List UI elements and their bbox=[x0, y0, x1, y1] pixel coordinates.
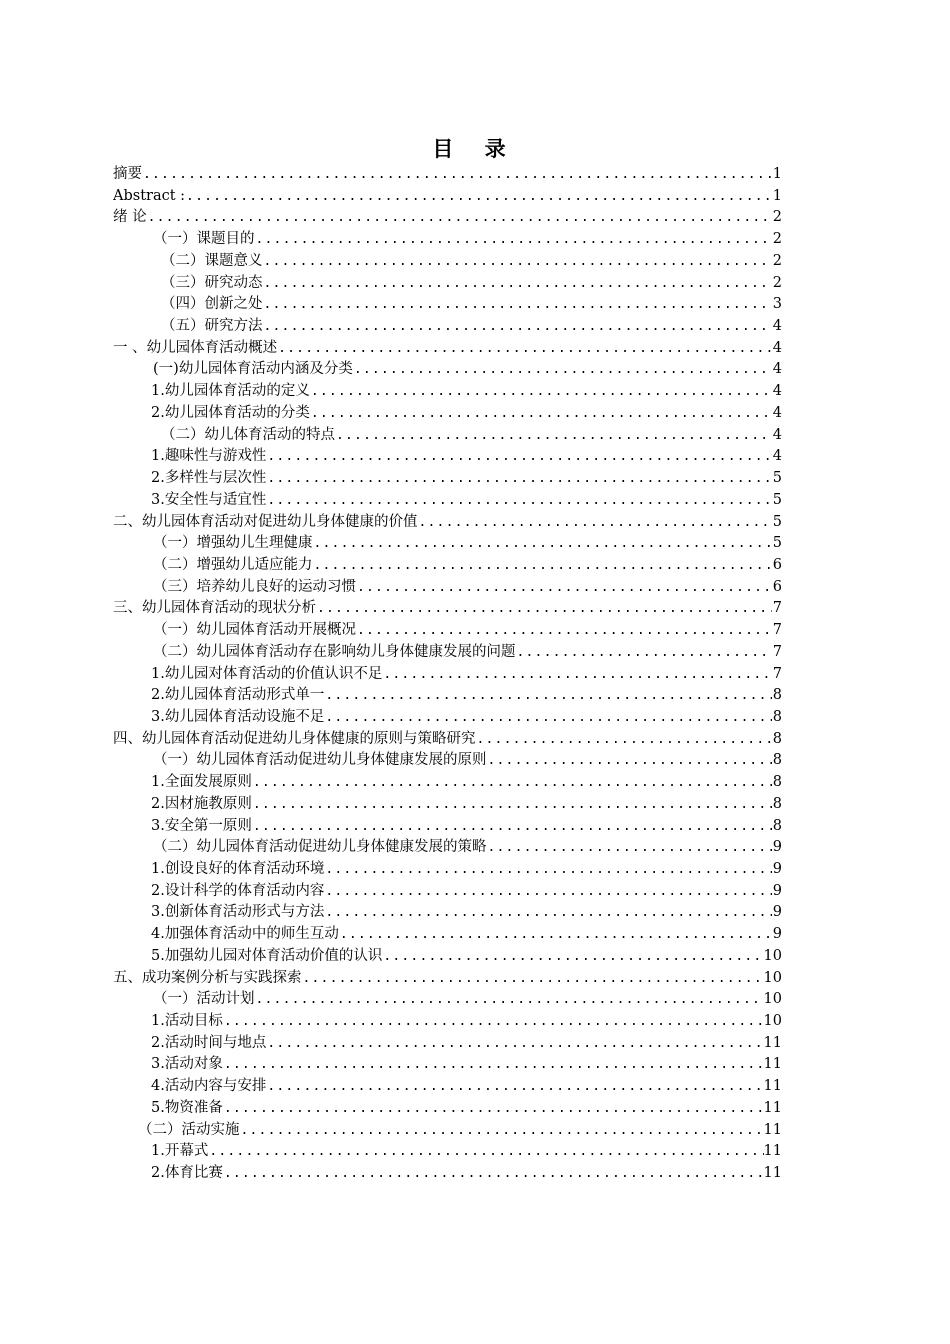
toc-entry-title: （二）课题意义 bbox=[161, 252, 263, 269]
toc-dot-leader bbox=[263, 273, 773, 295]
toc-entry-title: （二）幼儿园体育活动存在影响幼儿身体健康发展的问题 bbox=[153, 643, 516, 660]
toc-entry[interactable] bbox=[113, 685, 782, 707]
toc-page-number: 5 bbox=[772, 470, 782, 487]
page-title: 目 录 bbox=[432, 137, 518, 161]
toc-entry-title: （三）研究动态 bbox=[161, 274, 263, 291]
toc-entry[interactable] bbox=[113, 881, 782, 903]
toc-dot-leader bbox=[263, 316, 773, 338]
toc-page-number: 2 bbox=[772, 274, 782, 291]
toc-entry[interactable] bbox=[113, 490, 782, 512]
toc-page-number: 3 bbox=[772, 296, 782, 313]
toc-dot-leader bbox=[316, 598, 772, 620]
toc-entry-title: 2.体育比赛 bbox=[151, 1165, 223, 1182]
toc-dot-leader bbox=[263, 251, 773, 273]
toc-page-number: 10 bbox=[763, 1013, 782, 1030]
toc-entry[interactable] bbox=[113, 989, 782, 1011]
toc-entry-title: （三）培养幼儿良好的运动习惯 bbox=[153, 578, 356, 595]
toc-entry-title: 1.开幕式 bbox=[151, 1143, 209, 1160]
toc-page-number: 8 bbox=[772, 752, 782, 769]
toc-entry[interactable] bbox=[113, 1098, 782, 1120]
toc-entry-title: 2.幼儿园体育活动的分类 bbox=[151, 404, 310, 421]
toc-page-number: 9 bbox=[772, 839, 782, 856]
toc-entry[interactable] bbox=[113, 946, 782, 968]
toc-dot-leader bbox=[255, 989, 764, 1011]
toc-dot-leader bbox=[324, 685, 772, 707]
toc-entry[interactable] bbox=[113, 1141, 782, 1163]
toc-dot-leader bbox=[277, 338, 772, 360]
toc-entry-title: 4.活动内容与安排 bbox=[151, 1078, 267, 1095]
toc-entry-title: 2.因材施教原则 bbox=[151, 795, 252, 812]
toc-page-number: 2 bbox=[772, 252, 782, 269]
toc-page-number: 7 bbox=[772, 600, 782, 617]
toc-entry-title: 2.设计科学的体育活动内容 bbox=[151, 882, 325, 899]
toc-entry-title: 3.幼儿园体育活动设施不足 bbox=[151, 708, 325, 725]
toc-page-number: 11 bbox=[763, 1034, 782, 1051]
toc-dot-leader bbox=[142, 164, 772, 186]
toc-dot-leader bbox=[516, 642, 773, 664]
toc-entry-title: Abstract : bbox=[113, 187, 186, 204]
toc-entry[interactable] bbox=[113, 642, 782, 664]
toc-page-number: 5 bbox=[772, 535, 782, 552]
toc-dot-leader bbox=[266, 1033, 763, 1055]
toc-entry[interactable] bbox=[113, 816, 782, 838]
toc-entry[interactable] bbox=[113, 1076, 782, 1098]
toc-dot-leader bbox=[324, 881, 772, 903]
toc-dot-leader bbox=[223, 1054, 764, 1076]
toc-entry-title: 3.活动对象 bbox=[151, 1056, 223, 1073]
toc-page-number: 10 bbox=[763, 947, 782, 964]
toc-dot-leader bbox=[356, 577, 772, 599]
toc-entry[interactable] bbox=[113, 273, 782, 295]
toc-page-number: 5 bbox=[772, 513, 782, 530]
toc-entry[interactable] bbox=[113, 316, 782, 338]
toc-dot-leader bbox=[487, 837, 773, 859]
toc-page-number: 11 bbox=[763, 1099, 782, 1116]
toc-entry-title: 1.幼儿园对体育活动的价值认识不足 bbox=[151, 665, 383, 682]
toc-entry-title: 四、幼儿园体育活动促进幼儿身体健康的原则与策略研究 bbox=[113, 730, 476, 747]
toc-entry[interactable] bbox=[113, 598, 782, 620]
toc-entry[interactable] bbox=[113, 468, 782, 490]
toc-entry-title: 2.幼儿园体育活动形式单一 bbox=[151, 687, 325, 704]
toc-entry[interactable] bbox=[113, 338, 782, 360]
toc-entry[interactable] bbox=[113, 186, 782, 208]
toc-page-number: 10 bbox=[763, 969, 782, 986]
toc-page-number: 8 bbox=[772, 774, 782, 791]
toc-entry-title: 1.幼儿园体育活动的定义 bbox=[151, 383, 310, 400]
toc-entry-title: （二）幼儿体育活动的特点 bbox=[161, 426, 335, 443]
toc-entry-title: 五、成功案例分析与实践探索 bbox=[113, 969, 302, 986]
table-of-contents bbox=[113, 164, 782, 1185]
toc-entry[interactable] bbox=[113, 403, 782, 425]
toc-entry[interactable] bbox=[113, 794, 782, 816]
toc-page-number: 8 bbox=[772, 817, 782, 834]
toc-page-number: 2 bbox=[772, 209, 782, 226]
toc-page-number: 11 bbox=[763, 1121, 782, 1138]
toc-dot-leader bbox=[324, 902, 772, 924]
toc-entry[interactable] bbox=[113, 1011, 782, 1033]
toc-page-number: 9 bbox=[772, 904, 782, 921]
toc-page-number: 6 bbox=[772, 578, 782, 595]
toc-page-number: 11 bbox=[763, 1056, 782, 1073]
toc-page-number: 4 bbox=[772, 426, 782, 443]
toc-dot-leader bbox=[310, 381, 772, 403]
toc-entry[interactable] bbox=[113, 1120, 782, 1142]
toc-page-number: 7 bbox=[772, 622, 782, 639]
toc-page-number: 6 bbox=[772, 556, 782, 573]
toc-page-number: 10 bbox=[763, 991, 782, 1008]
toc-page-number: 4 bbox=[772, 361, 782, 378]
toc-dot-leader bbox=[266, 1076, 763, 1098]
toc-dot-leader bbox=[266, 490, 772, 512]
toc-page-number: 4 bbox=[772, 404, 782, 421]
toc-dot-leader bbox=[252, 816, 772, 838]
toc-entry[interactable] bbox=[113, 381, 782, 403]
toc-entry-title: （一）活动计划 bbox=[153, 991, 255, 1008]
toc-entry-title: （一）增强幼儿生理健康 bbox=[153, 535, 313, 552]
toc-page-number: 11 bbox=[763, 1143, 782, 1160]
toc-page-number: 4 bbox=[772, 448, 782, 465]
toc-dot-leader bbox=[382, 946, 763, 968]
toc-dot-leader bbox=[302, 968, 764, 990]
toc-entry[interactable] bbox=[113, 837, 782, 859]
toc-entry-title: 4.加强体育活动中的师生互动 bbox=[151, 926, 339, 943]
toc-entry-title: （一）幼儿园体育活动开展概况 bbox=[153, 622, 356, 639]
toc-dot-leader bbox=[255, 229, 773, 251]
toc-dot-leader bbox=[356, 620, 772, 642]
toc-dot-leader bbox=[240, 1120, 764, 1142]
toc-entry[interactable] bbox=[113, 859, 782, 881]
toc-dot-leader bbox=[335, 425, 772, 447]
toc-dot-leader bbox=[252, 772, 772, 794]
toc-page-number: 8 bbox=[772, 795, 782, 812]
toc-entry-title: 3.安全第一原则 bbox=[151, 817, 252, 834]
toc-dot-leader bbox=[266, 446, 772, 468]
toc-entry-title: （一）幼儿园体育活动促进幼儿身体健康发展的原则 bbox=[153, 752, 487, 769]
toc-entry-title: 三、幼儿园体育活动的现状分析 bbox=[113, 600, 316, 617]
toc-entry-title: 1.活动目标 bbox=[151, 1013, 223, 1030]
toc-entry[interactable] bbox=[113, 729, 782, 751]
toc-entry-title: 二、幼儿园体育活动对促进幼儿身体健康的价值 bbox=[113, 513, 418, 530]
toc-entry-title: 1.创设良好的体育活动环境 bbox=[151, 861, 325, 877]
toc-page-number: 8 bbox=[772, 687, 782, 704]
toc-page-number: 9 bbox=[772, 926, 782, 943]
toc-entry[interactable] bbox=[113, 294, 782, 316]
toc-entry[interactable] bbox=[113, 750, 782, 772]
toc-entry-title: （二）增强幼儿适应能力 bbox=[153, 556, 313, 573]
toc-entry[interactable] bbox=[113, 446, 782, 468]
toc-page-number: 4 bbox=[772, 318, 782, 335]
toc-page-number: 8 bbox=[772, 708, 782, 725]
toc-dot-leader bbox=[223, 1011, 764, 1033]
toc-dot-leader bbox=[313, 555, 773, 577]
toc-dot-leader bbox=[310, 403, 772, 425]
toc-page-number: 7 bbox=[772, 643, 782, 660]
toc-entry-title: 1.全面发展原则 bbox=[151, 774, 252, 791]
toc-entry[interactable] bbox=[113, 207, 782, 229]
toc-page-number: 5 bbox=[772, 491, 782, 508]
toc-entry[interactable] bbox=[113, 512, 782, 534]
toc-entry[interactable] bbox=[113, 620, 782, 642]
toc-dot-leader bbox=[266, 468, 772, 490]
toc-entry[interactable] bbox=[113, 577, 782, 599]
toc-entry-title: 1.趣味性与游戏性 bbox=[151, 448, 267, 465]
toc-entry[interactable] bbox=[113, 251, 782, 273]
toc-dot-leader bbox=[476, 729, 773, 751]
toc-dot-leader bbox=[382, 664, 772, 686]
toc-entry[interactable] bbox=[113, 772, 782, 794]
toc-entry-title: 2.多样性与层次性 bbox=[151, 470, 267, 487]
toc-page-number: 8 bbox=[772, 730, 782, 747]
toc-entry[interactable] bbox=[113, 229, 782, 251]
toc-page-number: 9 bbox=[772, 882, 782, 899]
toc-entry-title: 5.加强幼儿园对体育活动价值的认识 bbox=[151, 947, 383, 964]
toc-page-number: 7 bbox=[772, 665, 782, 682]
toc-dot-leader bbox=[252, 794, 772, 816]
toc-page-number: 9 bbox=[772, 861, 782, 877]
toc-dot-leader bbox=[324, 859, 772, 881]
toc-entry[interactable] bbox=[113, 968, 782, 990]
toc-dot-leader bbox=[223, 1098, 764, 1120]
toc-entry[interactable] bbox=[113, 555, 782, 577]
toc-entry-title: （五）研究方法 bbox=[161, 318, 263, 335]
toc-dot-leader bbox=[339, 924, 772, 946]
toc-entry-title: （四）创新之处 bbox=[161, 296, 263, 313]
toc-entry[interactable] bbox=[113, 1163, 782, 1185]
toc-dot-leader bbox=[147, 207, 772, 229]
toc-entry[interactable] bbox=[113, 924, 782, 946]
toc-dot-leader bbox=[185, 186, 772, 208]
toc-page-number: 4 bbox=[772, 339, 782, 356]
toc-dot-leader bbox=[324, 707, 772, 729]
toc-entry-title: (一)幼儿园体育活动内涵及分类 bbox=[153, 361, 353, 378]
toc-entry[interactable] bbox=[113, 1033, 782, 1055]
toc-dot-leader bbox=[208, 1141, 763, 1163]
toc-entry[interactable] bbox=[113, 1054, 782, 1076]
toc-dot-leader bbox=[313, 533, 773, 555]
toc-dot-leader bbox=[353, 359, 772, 381]
toc-page-number: 1 bbox=[772, 187, 782, 204]
toc-entry[interactable] bbox=[113, 164, 782, 186]
toc-entry-title: （一）课题目的 bbox=[153, 231, 255, 248]
toc-dot-leader bbox=[263, 294, 773, 316]
toc-entry-title: 2.活动时间与地点 bbox=[151, 1034, 267, 1051]
toc-dot-leader bbox=[418, 512, 773, 534]
toc-entry-title: （二）活动实施 bbox=[138, 1121, 240, 1138]
toc-entry[interactable] bbox=[113, 707, 782, 729]
toc-entry[interactable] bbox=[113, 902, 782, 924]
toc-entry[interactable] bbox=[113, 425, 782, 447]
toc-page-number: 1 bbox=[772, 166, 782, 182]
toc-entry-title: 3.创新体育活动形式与方法 bbox=[151, 904, 325, 921]
toc-entry[interactable] bbox=[113, 664, 782, 686]
toc-dot-leader bbox=[487, 750, 773, 772]
toc-dot-leader bbox=[223, 1163, 764, 1185]
toc-entry-title: 一 、幼儿园体育活动概述 bbox=[113, 339, 278, 356]
toc-page-number: 2 bbox=[772, 231, 782, 248]
toc-page-number: 4 bbox=[772, 383, 782, 400]
toc-page-number: 11 bbox=[763, 1165, 782, 1182]
toc-entry[interactable] bbox=[113, 533, 782, 555]
toc-entry-title: 摘要 bbox=[113, 166, 142, 182]
toc-entry[interactable] bbox=[113, 359, 782, 381]
toc-page-number: 11 bbox=[763, 1078, 782, 1095]
toc-entry-title: （二）幼儿园体育活动促进幼儿身体健康发展的策略 bbox=[153, 839, 487, 856]
toc-entry-title: 绪 论 bbox=[113, 209, 147, 226]
toc-entry-title: 5.物资准备 bbox=[151, 1099, 223, 1116]
toc-entry-title: 3.安全性与适宜性 bbox=[151, 491, 267, 508]
